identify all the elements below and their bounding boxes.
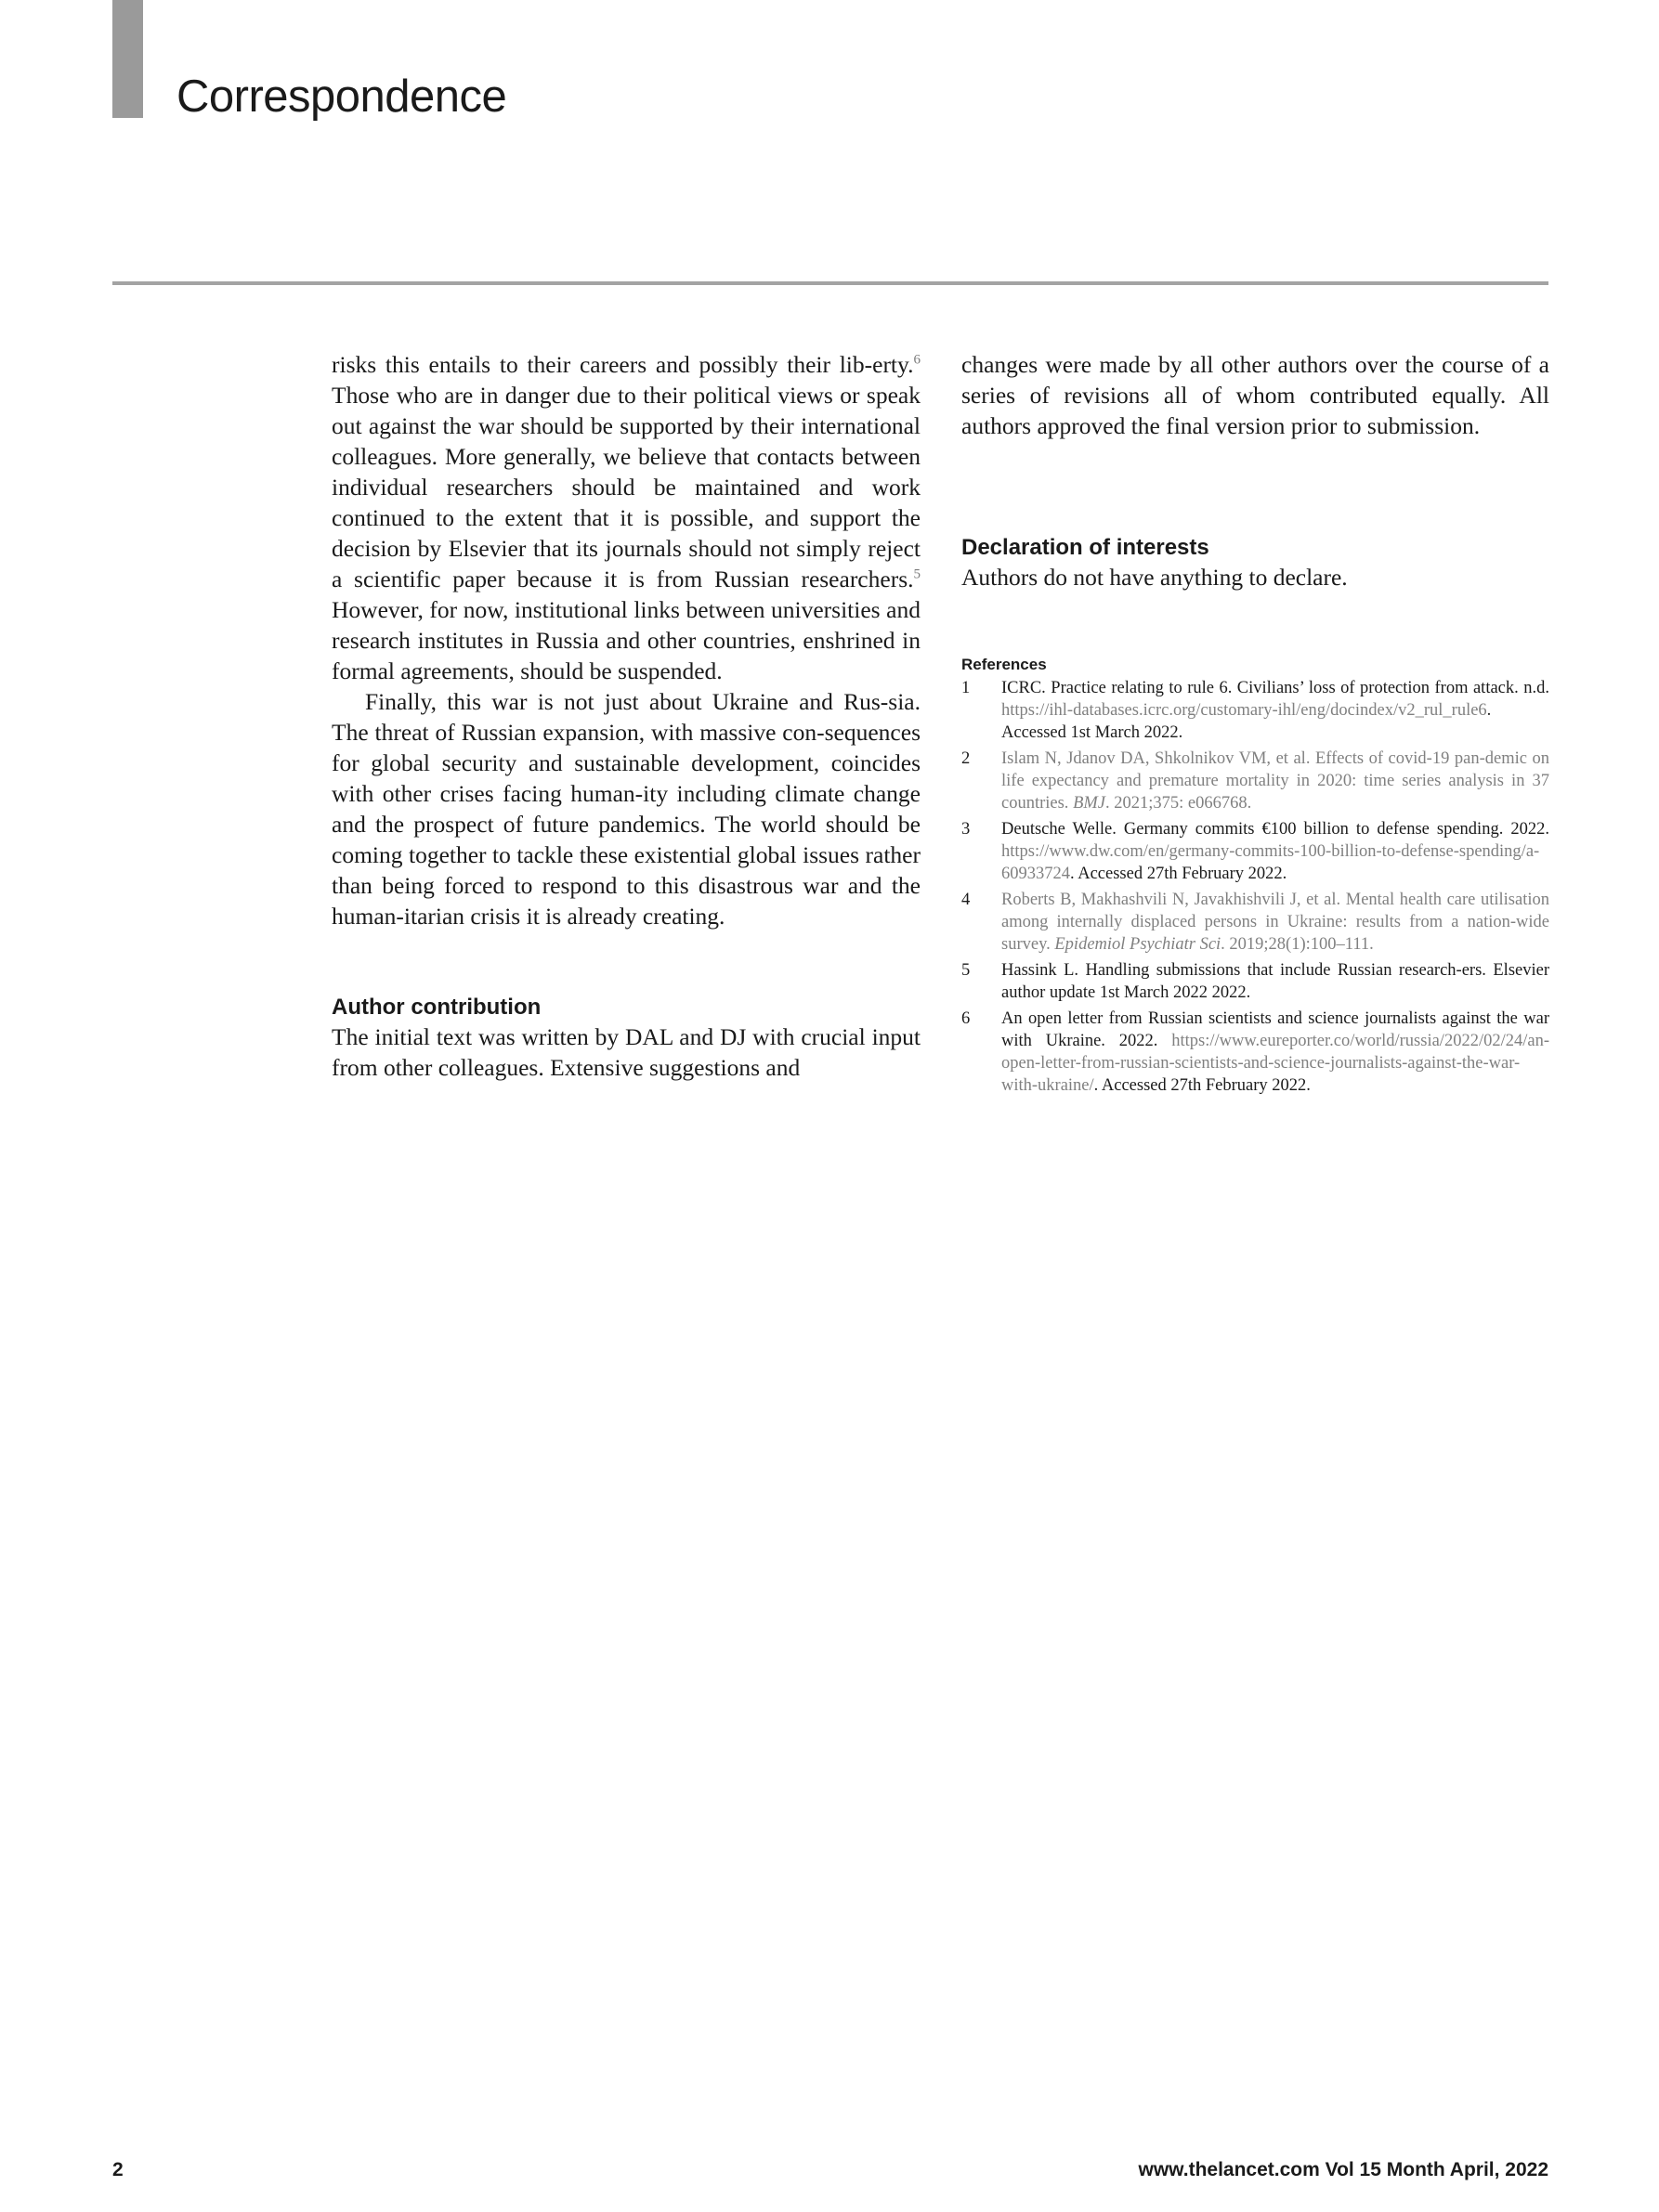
reference-item: 5 Hassink L. Handling submissions that include Russian research-ers. Elsevier author update 1st March 2022 2022. (961, 961, 1549, 1002)
references-section (961, 655, 1549, 1097)
body-paragraph-2: Finally, this war is not just about Ukraine and Rus-sia. The threat of Russian expansion, with massive con-sequences for global security and sustainable development, coincides with other crises facing human-ity including climate change and the prospect of future pandemics. The world should be coming together to tackle these existential global issues rather than being forced to respond to this disastrous war and the human-itarian crisis it is already creating. (332, 688, 921, 930)
right-column (961, 349, 1549, 1100)
declaration-heading: Declaration of interests (961, 535, 1209, 560)
p1-text-b: Those who are in danger due to their political views or speak out against the war should be supported by their international colleagues. More generally, we believe that contacts between individual researchers should be maintained and work continued to the extent that it is possible, and support the decision by Elsevier that its journals should not simply reject a scientific paper because it is from Russian researchers. (332, 382, 921, 592)
reference-url[interactable]: https://www.dw.com/en/germany-commits-100-billion-to-defense-spending/a-60933724 (1001, 842, 1540, 883)
journal-name: Epidemiol Psychiatr Sci (1054, 935, 1221, 954)
author-contribution-continuation: changes were made by all other authors over the course of a series of revisions all of whom contributed equally. All authors approved the final version prior to submission. (961, 351, 1549, 439)
reference-item[interactable]: 2 Islam N, Jdanov DA, Shkolnikov VM, et al. Effects of covid-19 pan-demic on life expectancy and premature mortality in 2020: time series analysis in 37 countries. BMJ. 2021;375: e066768. (961, 749, 1549, 813)
reference-url[interactable]: https://www.eureporter.co/world/russia/2022/02/24/an-open-letter-from-russian-scientists-and-science-journalists-against-the-war-with-ukraine/ (1001, 1032, 1549, 1095)
p1-text-a: risks this entails to their careers and possibly their lib-erty. (332, 351, 914, 378)
reference-item[interactable]: 4 Roberts B, Makhashvili N, Javakhishvili J, et al. Mental health care utilisation among internally displaced persons in Ukraine: results from a nation-wide survey. Epidemiol Psychiatr Sci. 2019;28(1):100–111. (961, 891, 1549, 954)
journal-footer: www.thelancet.com Vol 15 Month April, 2022 (1138, 2159, 1548, 2180)
citation-link-5[interactable]: 5 (913, 566, 921, 582)
reference-item: 6 An open letter from Russian scientists and science journalists against the war with Ukraine. 2022. https://www.eureporter.co/world/russia/2022/02/24/an-open-letter-from-russian-scientists-and-science-journalists-against-the-war-with-ukraine/. Accessed 27th February 2022. (961, 1009, 1549, 1095)
citation-link-6[interactable]: 6 (913, 352, 921, 368)
section-marker-tab (112, 0, 143, 118)
journal-name: BMJ (1073, 794, 1105, 813)
references-heading: References (961, 656, 1047, 673)
reference-number: 3 (961, 820, 971, 839)
body-paragraph-1 (332, 349, 921, 686)
reference-item: 1 ICRC. Practice relating to rule 6. Civilians’ loss of protection from attack. n.d. https://ihl-databases.icrc.org/customary-ihl/eng/docindex/v2_rul_rule6. Accessed 1st March 2022. (961, 679, 1549, 742)
section-title: Correspondence (176, 72, 507, 122)
declaration-text: Authors do not have anything to declare. (961, 564, 1348, 591)
reference-url[interactable]: https://ihl-databases.icrc.org/customary-ihl/eng/docindex/v2_rul_rule6 (1001, 701, 1487, 720)
left-column (332, 349, 921, 1083)
reference-item: 3 Deutsche Welle. Germany commits €100 billion to defense spending. 2022. https://www.dw.com/en/germany-commits-100-billion-to-defense-spending/a-60933724. Accessed 27th February 2022. (961, 820, 1549, 883)
reference-number: 5 (961, 961, 971, 980)
header-divider (112, 281, 1548, 285)
reference-number: 1 (961, 679, 971, 697)
reference-number: 4 (961, 891, 971, 909)
p1-text-c: However, for now, institutional links between universities and research institutes in Russia and other countries, enshrined in formal agreements, should be suspended. (332, 596, 921, 684)
author-contribution-heading: Author contribution (332, 995, 542, 1020)
author-contribution-text: The initial text was written by DAL and DJ with crucial input from other colleagues. Extensive suggestions and (332, 1023, 921, 1081)
reference-number: 6 (961, 1009, 971, 1028)
page-number: 2 (112, 2159, 124, 2180)
reference-number: 2 (961, 749, 971, 768)
